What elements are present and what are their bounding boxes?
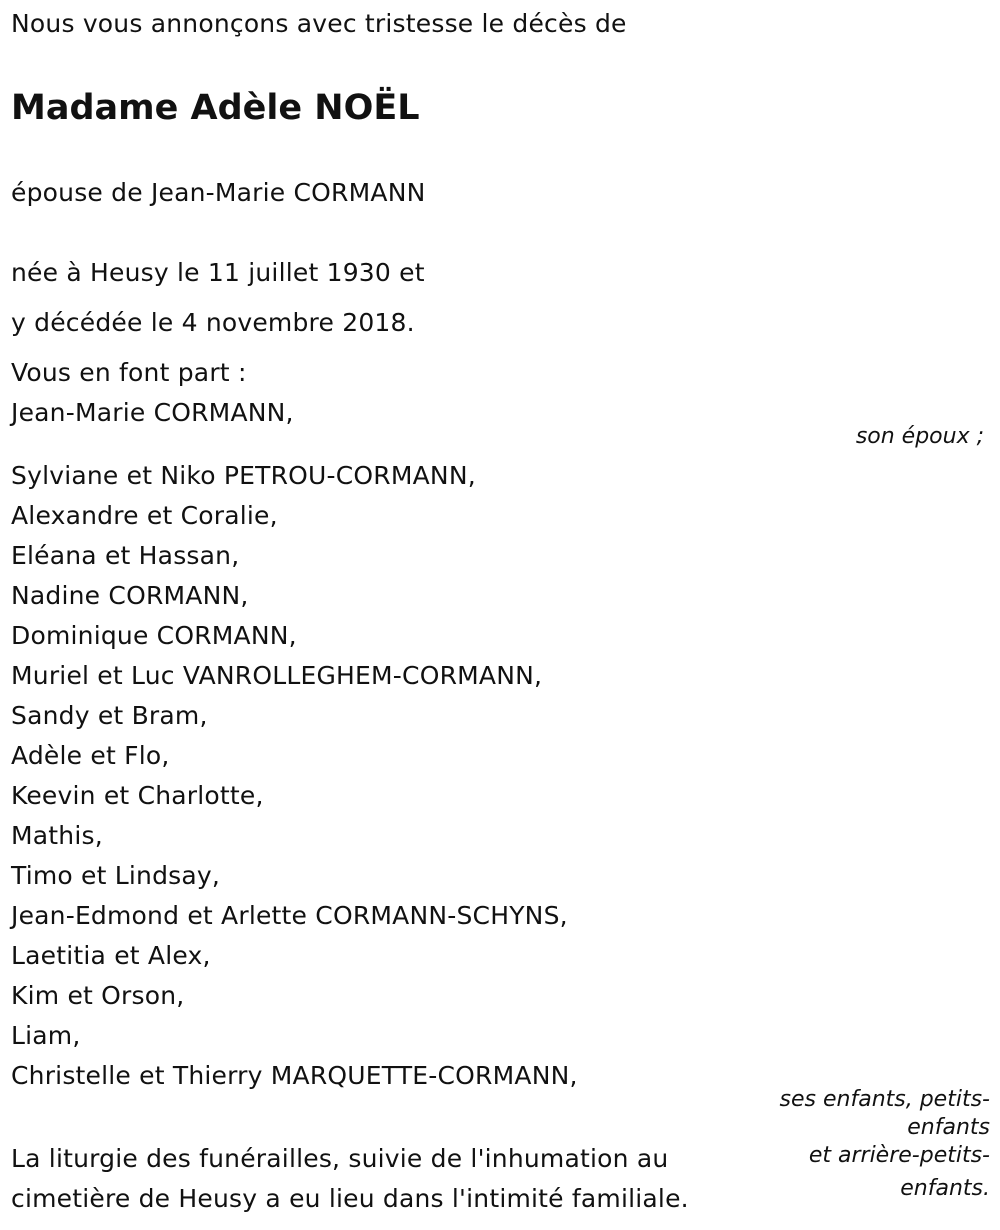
family-member: Muriel et Luc VANROLLEGHEM-CORMANN, — [11, 661, 543, 690]
family-member: Christelle et Thierry MARQUETTE-CORMANN, — [11, 1061, 578, 1090]
family-member: Mathis, — [11, 821, 103, 850]
family-relation-line: ses enfants, petits- — [779, 1087, 990, 1112]
death-line: y décédée le 4 novembre 2018. — [11, 308, 415, 337]
share-intro: Vous en font part : — [11, 358, 247, 387]
spouse-line: épouse de Jean-Marie CORMANN — [11, 178, 426, 207]
spouse-mourner: Jean-Marie CORMANN, — [11, 398, 294, 427]
family-member: Dominique CORMANN, — [11, 621, 297, 650]
deceased-name: Madame Adèle NOËL — [11, 88, 420, 128]
family-member: Jean-Edmond et Arlette CORMANN-SCHYNS, — [11, 901, 568, 930]
family-relation-line: et arrière-petits- — [808, 1143, 990, 1168]
announcement-text: Nous vous annonçons avec tristesse le décès de — [11, 9, 627, 38]
family-member: Sandy et Bram, — [11, 701, 208, 730]
family-member: Laetitia et Alex, — [11, 941, 211, 970]
family-member: Liam, — [11, 1021, 81, 1050]
family-relation — [740, 1083, 990, 1205]
family-relation-line: enfants. — [900, 1176, 990, 1201]
family-member: Alexandre et Coralie, — [11, 501, 278, 530]
family-relation-line: enfants — [907, 1115, 990, 1140]
birth-line: née à Heusy le 11 juillet 1930 et — [11, 258, 425, 287]
family-member: Timo et Lindsay, — [11, 861, 221, 890]
family-member: Adèle et Flo, — [11, 741, 170, 770]
funeral-notice-line: La liturgie des funérailles, suivie de l'inhumation au — [11, 1144, 669, 1173]
family-member: Sylviane et Niko PETROU-CORMANN, — [11, 461, 476, 490]
family-member: Eléana et Hassan, — [11, 541, 240, 570]
family-member: Nadine CORMANN, — [11, 581, 249, 610]
funeral-notice-line: cimetière de Heusy a eu lieu dans l'intimité familiale. — [11, 1184, 689, 1213]
family-member: Keevin et Charlotte, — [11, 781, 264, 810]
family-member: Kim et Orson, — [11, 981, 185, 1010]
family-list — [11, 460, 578, 1100]
funeral-notice — [11, 1139, 689, 1219]
spouse-relation: son époux ; — [855, 424, 984, 449]
